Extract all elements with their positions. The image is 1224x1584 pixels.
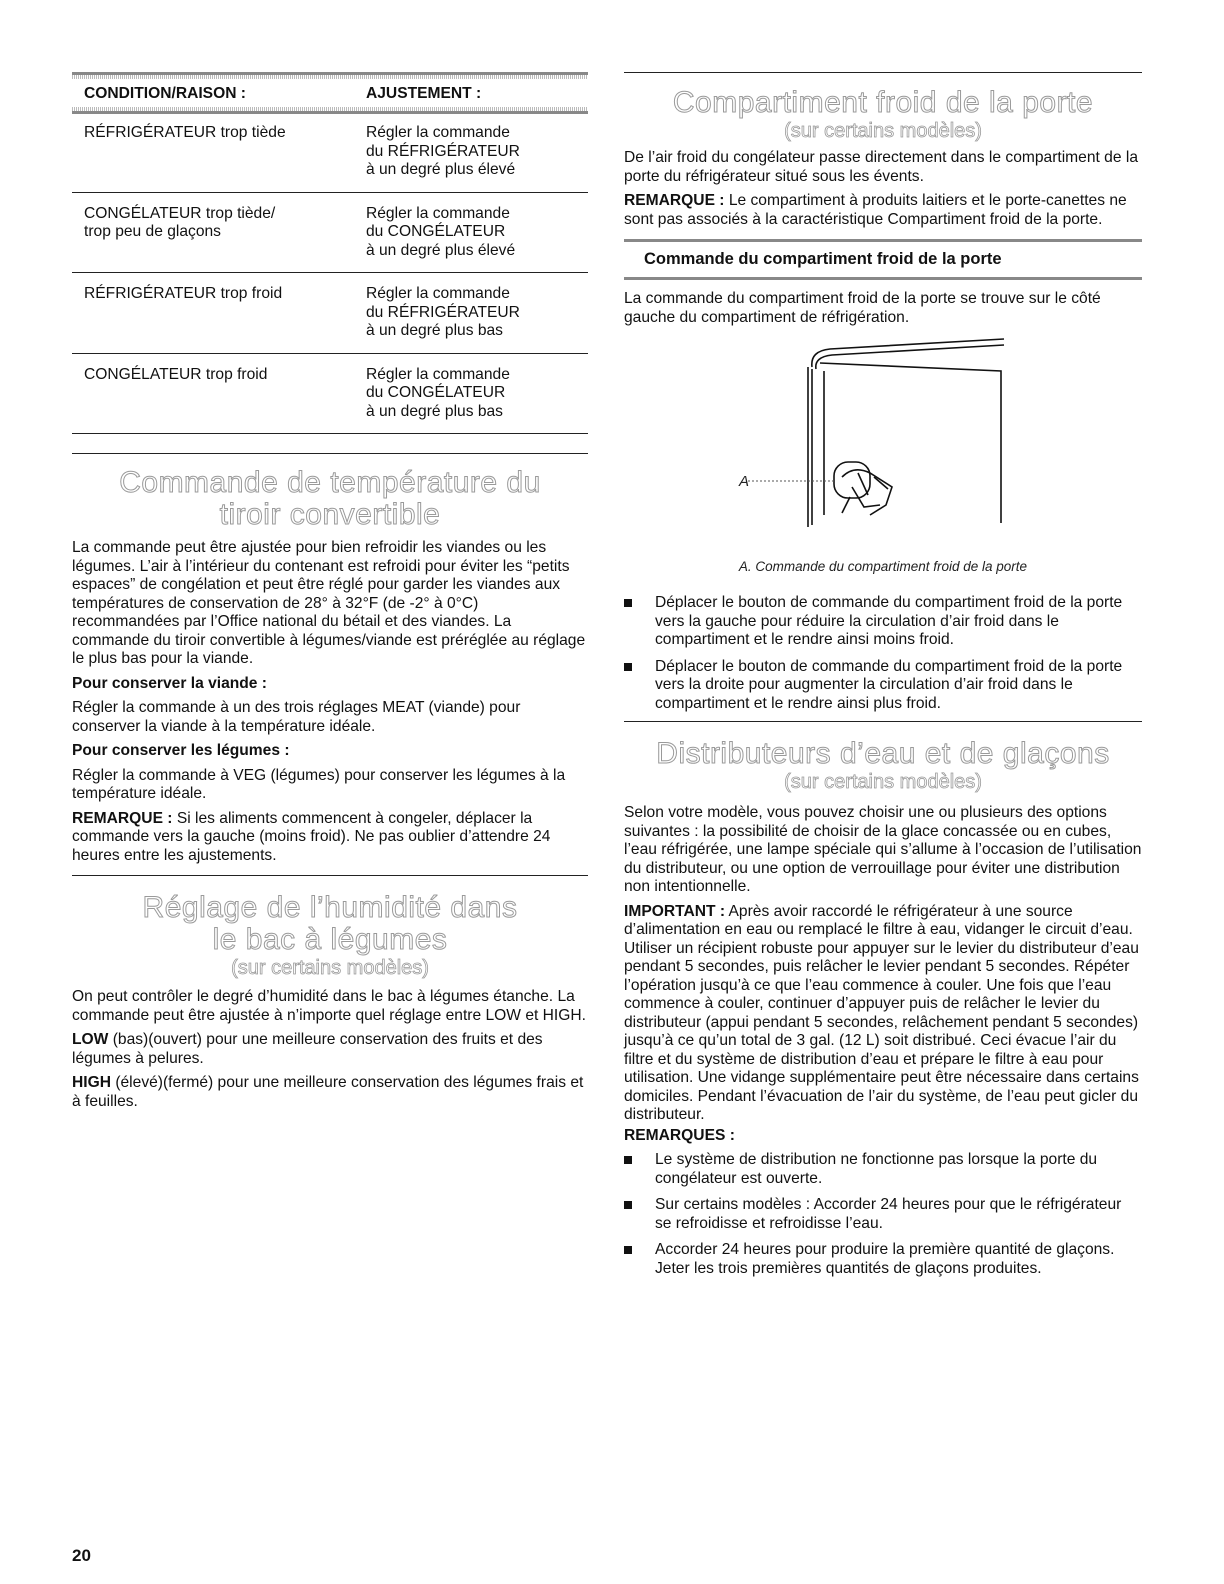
door-control-text: La commande du compartiment froid de la porte se trouve sur le côté gauche du compartiment de réfrigération. xyxy=(624,290,1101,326)
low-text: (bas)(ouvert) pour une meilleure conservation des fruits et des légumes à pelures. xyxy=(72,1031,543,1067)
list-item-text: Déplacer le bouton de commande du compartiment froid de la porte vers la gauche pour réduire la circulation d’air froid dans le compartiment et le rendre ainsi moins froid. xyxy=(655,594,1123,648)
adjustment-line: à un degré plus élevé xyxy=(366,241,516,259)
door-title: Compartiment froid de la porte xyxy=(672,86,1094,119)
list-item-text: Sur certains modèles : Accorder 24 heures pour que le réfrigérateur se refroidisse et refroidisse l’eau. xyxy=(655,1196,1122,1232)
remarks-heading: REMARQUES : xyxy=(624,1126,735,1144)
condition-line: trop peu de glaçons xyxy=(84,223,221,240)
drawer-note xyxy=(72,810,588,866)
adjustment-line: Régler la commande xyxy=(366,365,510,383)
list-item-text: Accorder 24 heures pour produire la première quantité de glaçons. Jeter les trois premières quantités de glaçons produites. xyxy=(655,1241,1115,1277)
adjustment-line: Régler la commande xyxy=(366,204,510,222)
meat-text: Régler la commande à un des trois réglages MEAT (viande) pour conserver la viande à la température idéale. xyxy=(72,699,521,735)
dispensers-section xyxy=(624,721,1142,1278)
list-item xyxy=(624,1241,1142,1278)
figure-label-a: A xyxy=(739,473,750,490)
condition-line: RÉFRIGÉRATEUR trop froid xyxy=(84,285,283,302)
adjustment-line: à un degré plus bas xyxy=(366,322,503,339)
condition-header: CONDITION/RAISON : xyxy=(84,85,246,102)
adjustment-cell xyxy=(366,285,588,353)
door-intro: De l’air froid du congélateur passe directement dans le compartiment de la porte du réfrigérateur situé sous les évents. xyxy=(624,149,1138,185)
humidity-title-line2: le bac à légumes xyxy=(212,923,448,956)
dispensers-bullet-list xyxy=(624,1151,1142,1278)
low-label: LOW xyxy=(72,1031,109,1048)
table-row xyxy=(72,193,588,274)
table-header xyxy=(72,72,588,114)
veg-heading: Pour conserver les légumes : xyxy=(72,742,290,759)
door-section xyxy=(624,72,1142,713)
bullet-square-icon xyxy=(624,1156,632,1164)
adjustment-line: du RÉFRIGÉRATEUR xyxy=(366,303,520,321)
adjustment-line: du CONGÉLATEUR xyxy=(366,223,506,240)
condition-cell xyxy=(84,285,354,304)
condition-cell xyxy=(84,366,354,385)
door-note-text: Le compartiment à produits laitiers et le porte-canettes ne sont pas associés à la caractéristique Compartiment froid de la porte. xyxy=(624,192,1127,228)
table-row xyxy=(72,354,588,435)
adjustment-line: du CONGÉLATEUR xyxy=(366,384,506,401)
drawer-note-label: REMARQUE : xyxy=(72,809,173,827)
important-text: Après avoir raccordé le réfrigérateur à une source d’alimentation en eau ou remplacé le filtre à eau, vidanger le circuit d’eau. Utiliser un récipient robuste pour appuyer sur le levier du distributeur d’eau pendant 5 secondes, puis relâcher le levier pendant 5 secondes. Répéter l’opération jusqu’à ce que l’eau commence à couler. Une fois que l’eau commence à couler, continuer d’appuyer puis de relâcher le levier du distributeur (appui pendant 5 secondes, relâchement pendant 5 secondes) jusqu’à ce qu’un total de 3 gal. (12 L) soit distribué. Ceci évacue l’air du filtre et du système de distribution d’eau et prépare le filtre à eau pour utilisation. Une vidange supplémentaire peut être nécessaire dans certains domiciles. Pendant l’évacuation de l’air du système, de l’eau peut gicler du distributeur. xyxy=(624,902,1139,1123)
page-number: 20 xyxy=(72,1546,91,1565)
adjustment-line: Régler la commande xyxy=(366,124,510,141)
humidity-low xyxy=(72,1031,588,1068)
important-label: IMPORTANT : xyxy=(624,902,726,920)
door-subtitle: (sur certains modèles) xyxy=(784,120,982,142)
bullet-square-icon xyxy=(624,1201,632,1209)
condition-line: RÉFRIGÉRATEUR trop tiède xyxy=(84,124,286,141)
condition-cell xyxy=(84,124,354,143)
humidity-intro: On peut contrôler le degré d’humidité dans le bac à légumes étanche. La commande peut être ajustée à n’importe quel réglage entre LOW et HIGH. xyxy=(72,988,586,1024)
dispensers-subtitle: (sur certains modèles) xyxy=(784,771,982,793)
humidity-title-line1: Réglage de l’humidité dans xyxy=(142,891,518,924)
adjustment-cell xyxy=(366,124,588,192)
list-item xyxy=(624,1151,1142,1188)
veg-text: Régler la commande à VEG (légumes) pour conserver les légumes à la température idéale. xyxy=(72,766,566,802)
high-label: HIGH xyxy=(72,1074,111,1091)
meat-heading: Pour conserver la viande : xyxy=(72,674,267,692)
adjustment-line: Régler la commande xyxy=(366,285,510,302)
condition-line: CONGÉLATEUR trop froid xyxy=(84,365,268,383)
list-item-text: Le système de distribution ne fonctionne pas lorsque la porte du congélateur est ouverte. xyxy=(655,1151,1098,1187)
bullet-square-icon xyxy=(624,663,632,671)
drawer-intro: La commande peut être ajustée pour bien refroidir les viandes ou les légumes. L’air à l’intérieur du contenant est refroidi pour éviter les “petits espaces” de congélation et peut être réglé pour garder les viandes aux températures de conservation de 28° à 32°F (de -2° à 0°C) recommandées par l’Office national du bétail et des viandes. La commande du tiroir convertible à légumes/viande est préréglée au réglage le plus bas pour la viande. xyxy=(72,539,586,667)
table-row xyxy=(72,124,588,193)
list-item xyxy=(624,658,1142,714)
refrigerator-compartment-illustration xyxy=(624,337,1142,559)
drawer-title-line2: tiroir convertible xyxy=(219,498,441,531)
condition-cell xyxy=(84,205,354,242)
bullet-square-icon xyxy=(624,1246,632,1254)
adjustment-header: AJUSTEMENT : xyxy=(366,85,482,102)
list-item xyxy=(624,594,1142,650)
door-control-heading: Commande du compartiment froid de la porte xyxy=(624,239,1142,280)
dispensers-title: Distributeurs d’eau et de glaçons xyxy=(656,737,1110,770)
humidity-high xyxy=(72,1074,588,1111)
humidity-section xyxy=(72,875,588,1111)
drawer-note-text: Si les aliments commencent à congeler, déplacer la commande vers la gauche (moins froid). Ne pas oublier d’attendre 24 heures entre les ajustements. xyxy=(72,809,551,864)
bullet-square-icon xyxy=(624,599,632,607)
dispensers-intro: Selon votre modèle, vous pouvez choisir une ou plusieurs des options suivantes : la possibilité de choisir de la glace concassée ou en cubes, l’eau réfrigérée, une lampe spéciale qui s’allume à l’occasion de l’utilisation du distributeur, ou une option de verrouillage pour éviter une distribution non intentionnelle. xyxy=(624,804,1142,895)
figure-caption: A. Commande du compartiment froid de la porte xyxy=(738,559,1028,574)
adjustment-line: à un degré plus élevé xyxy=(366,161,516,178)
table-body xyxy=(72,124,588,434)
adjustment-line: du RÉFRIGÉRATEUR xyxy=(366,142,520,160)
dispensers-important xyxy=(624,903,1142,1125)
door-note xyxy=(624,192,1142,229)
drawer-title-line1: Commande de température du xyxy=(119,466,541,499)
condition-line: CONGÉLATEUR trop tiède/ xyxy=(84,204,276,222)
adjustment-line: à un degré plus bas xyxy=(366,402,503,420)
drawer-section xyxy=(72,453,588,865)
table-row xyxy=(72,273,588,354)
adjustment-cell xyxy=(366,205,588,273)
humidity-subtitle: (sur certains modèles) xyxy=(231,957,429,979)
left-column xyxy=(72,72,588,1111)
door-note-label: REMARQUE : xyxy=(624,192,725,209)
list-item-text: Déplacer le bouton de commande du compartiment froid de la porte vers la droite pour augmenter la circulation d’air froid dans le compartiment et le rendre ainsi plus froid. xyxy=(655,657,1123,712)
list-item xyxy=(624,1196,1142,1233)
adjustment-cell xyxy=(366,366,588,434)
high-text: (élevé)(fermé) pour une meilleure conservation des légumes frais et à feuilles. xyxy=(72,1074,584,1110)
door-bullet-list xyxy=(624,594,1142,713)
door-control-figure xyxy=(624,337,1142,559)
right-column xyxy=(624,72,1142,1286)
